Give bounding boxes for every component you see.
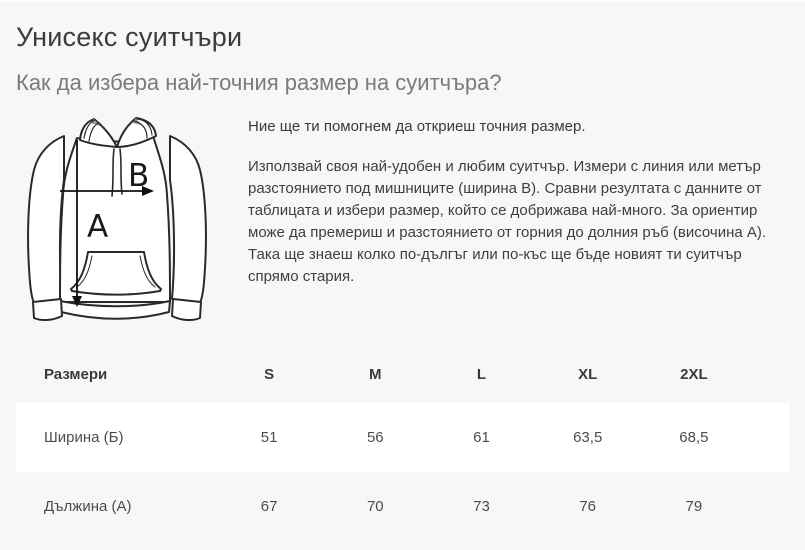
intro-lead: Ние ще ти помогнем да откриеш точния размер. (248, 118, 586, 135)
length-2xl: 79 (685, 498, 703, 515)
size-guide-page (0, 22, 805, 541)
length-m: 70 (366, 498, 384, 515)
row-width-label: Ширина (Б) (44, 429, 124, 446)
width-s: 51 (260, 429, 278, 446)
header-size-m: M (369, 365, 382, 383)
length-l: 73 (473, 498, 490, 515)
header-size-l: L (476, 365, 487, 383)
page-title: Унисекс суитчъри (16, 22, 243, 52)
width-m: 56 (366, 429, 384, 446)
left-sleeve (28, 136, 64, 303)
width-xl: 63,5 (573, 429, 603, 446)
header-size-s: S (264, 365, 275, 383)
length-xl: 76 (579, 498, 597, 515)
width-2xl: 68,5 (679, 429, 709, 446)
left-cuff (33, 299, 62, 320)
header-size-2xl: 2XL (680, 365, 708, 383)
intro-section (16, 110, 789, 332)
label-a: A (87, 209, 109, 245)
intro-text (248, 110, 789, 332)
intro-body: Използвай своя най-удобен и любим суитчър. Измери с линия или метър разстоянието под мишниците (ширина B). Сравни резултата с данните от таблицата и избери размер, който се добрижава най-много. За ориентир може да премериш и разстоянието от горния до долния ръб (височина A). Така ще знаеш колко по-дългъг или по-къс ще бъде новият ти суитчър спрямо стария. (248, 158, 767, 285)
label-b: B (128, 158, 150, 194)
table-row-width (16, 403, 789, 472)
length-s: 67 (260, 498, 278, 515)
header-sizes-label: Размери (44, 365, 108, 383)
right-cuff (172, 299, 201, 320)
hoodie-diagram-svg (16, 110, 226, 332)
size-table (16, 345, 789, 541)
width-l: 61 (473, 429, 490, 446)
size-table-header-row (16, 345, 789, 403)
hoodie-measurement-diagram (16, 110, 226, 332)
header-size-xl: XL (578, 365, 598, 383)
table-row-length (16, 472, 789, 541)
page-subtitle: Как да избера най-точния размер на суитчъра? (16, 70, 502, 95)
row-length-label: Дължина (А) (44, 498, 132, 515)
right-sleeve (170, 136, 206, 303)
